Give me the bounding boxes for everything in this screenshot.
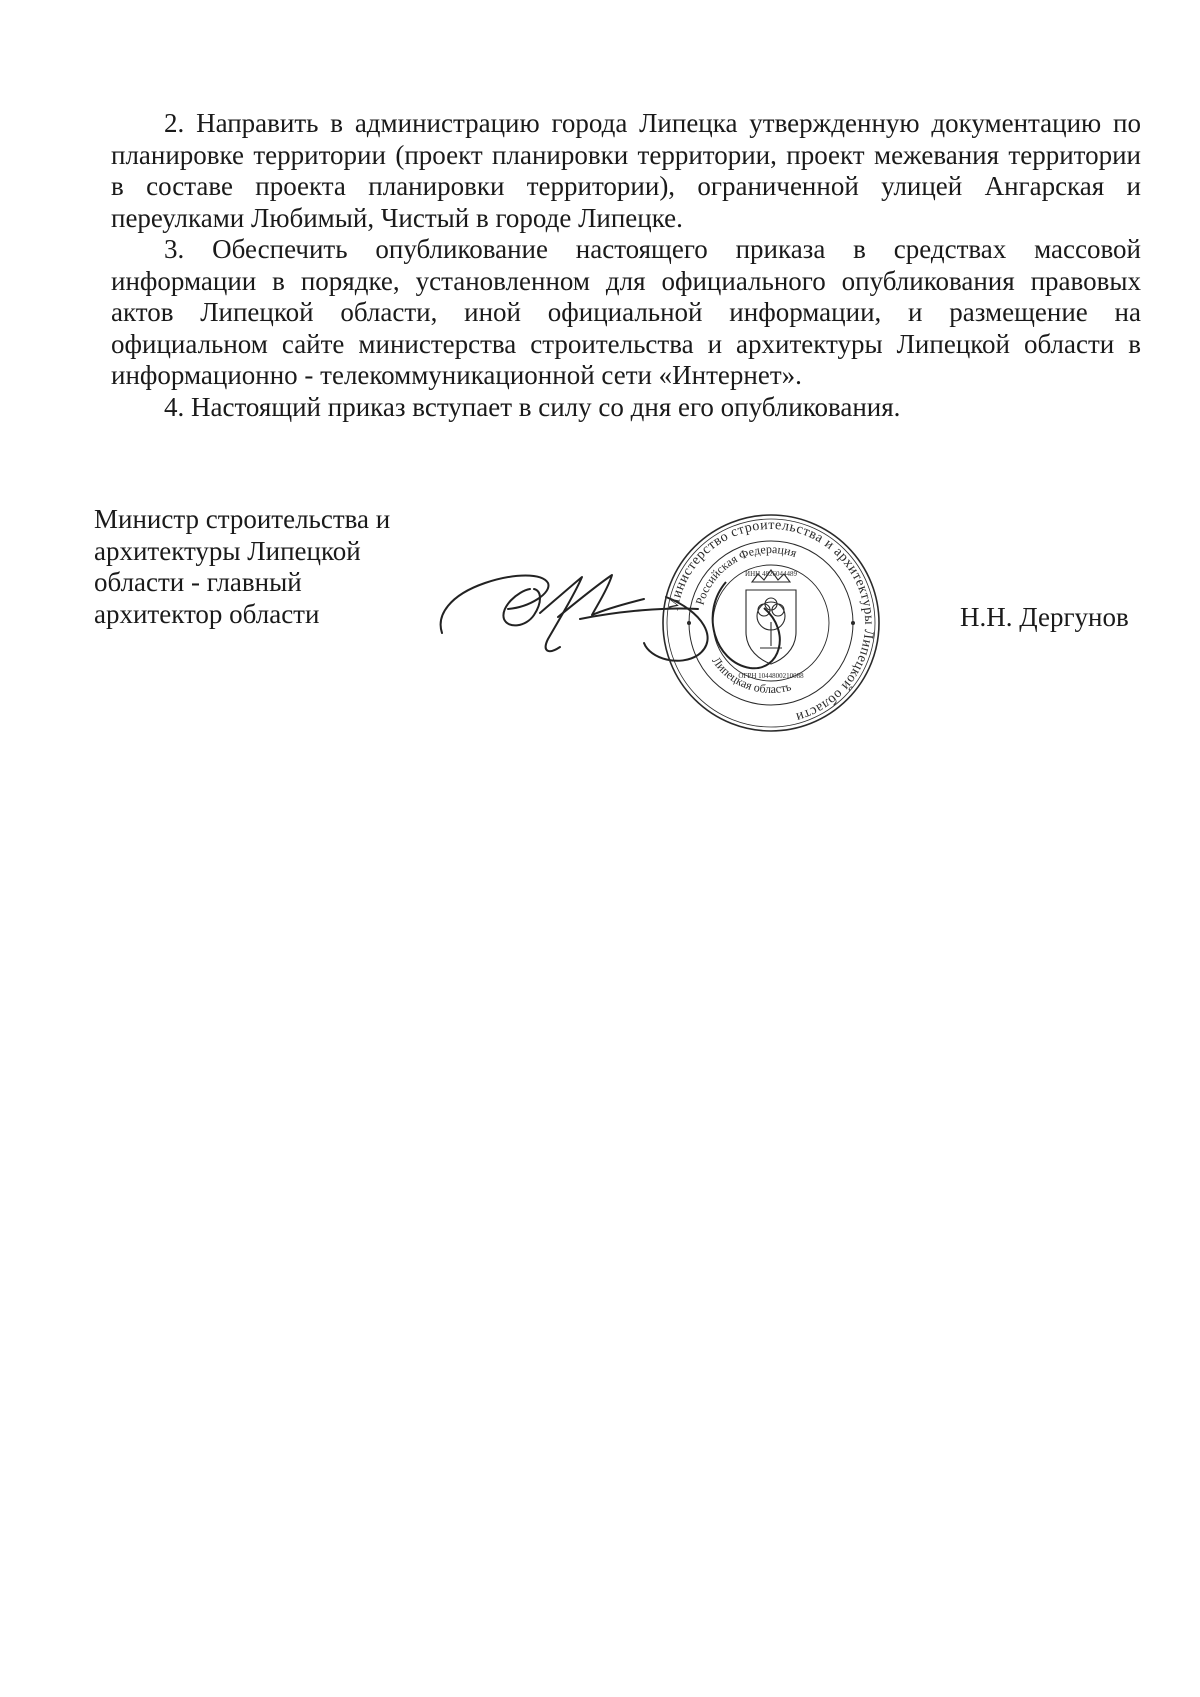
- svg-text:Министерство строительства и а: Министерство строительства и архитектуры Липецкой области: [666, 517, 877, 725]
- signatory-position-line: архитектор области: [94, 598, 320, 629]
- signatory-name: Н.Н. Дергунов: [960, 602, 1129, 632]
- signatory-position-line: архитектуры Липецкой: [94, 535, 361, 566]
- signatory-position-line: области - главный: [94, 567, 302, 597]
- svg-text:Липецкая область: Липецкая область: [709, 654, 793, 697]
- order-body: [111, 108, 1141, 423]
- paragraph-4: 4. Настоящий приказ вступает в силу со дня его опубликования.: [164, 391, 901, 422]
- official-seal: [660, 512, 882, 734]
- paragraph-3: 3. Обеспечить опубликование настоящего приказа в средствах массовой информации в порядке, установленном для официального опубликования правовых актов Липецкой области, иной официальной информации, и размещение на официальном сайте министерства строительства и архитектуры Липецкой области в информационно - телекоммуникационной сети «Интернет».: [111, 234, 1141, 390]
- paragraph-2: 2. Направить в администрацию города Липецка утвержденную документацию по планировке территории (проект планировки территории, проект межевания территории в составе проекта планировки территории), ограниченной улицей Ангарская и переулками Любимый, Чистый в городе Липецке.: [111, 108, 1141, 233]
- signatory-position: [94, 504, 424, 630]
- svg-text:Российская Федерация: Российская Федерация: [692, 541, 799, 607]
- svg-text:ОГРН 1044800210088: ОГРН 1044800210088: [738, 672, 804, 680]
- svg-text:ИНН 4826044489: ИНН 4826044489: [745, 570, 797, 578]
- signatory-position-line: Министр строительства и: [94, 504, 391, 534]
